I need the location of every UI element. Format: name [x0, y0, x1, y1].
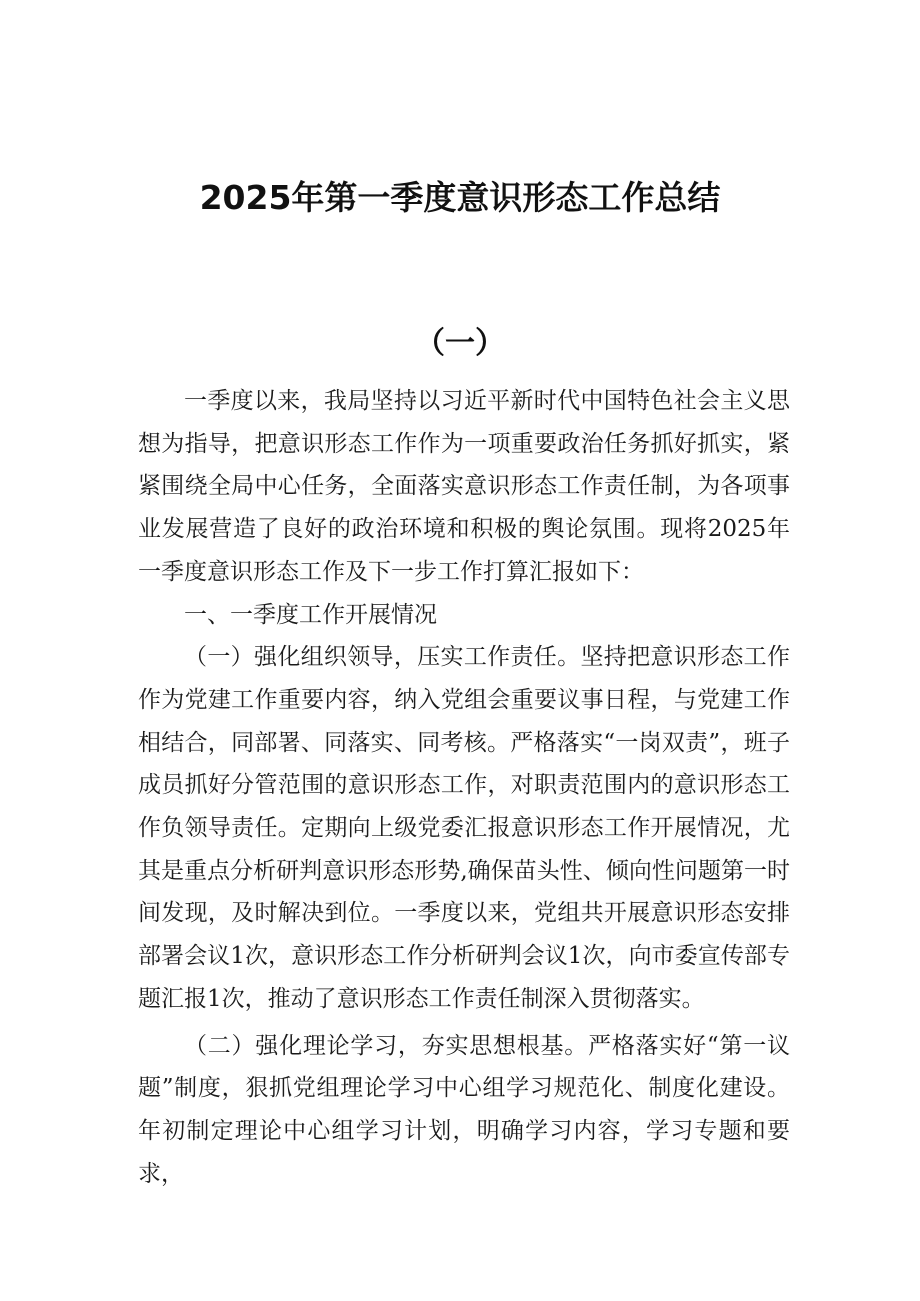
document-body	[138, 380, 790, 1195]
paragraph-intro: 一季度以来，我局坚持以习近平新时代中国特色社会主义思想为指导，把意识形态工作作为一项重要政治任务抓好抓实，紧紧围绕全局中心任务，全面落实意识形态工作责任制，为各项事业发展营造了良好的政治环境和积极的舆论氛围。现将2025年一季度意识形态工作及下一步工作打算汇报如下：	[138, 388, 790, 585]
paragraph-theory-study: （二）强化理论学习，夯实思想根基。严格落实好“第一议题”制度，狠抓党组理论学习中心组学习规范化、制度化建设。年初制定理论中心组学习计划，明确学习内容，学习专题和要求，	[138, 1032, 790, 1187]
document-title: 2025年第一季度意识形态工作总结	[199, 178, 721, 217]
heading-work-status: 一、一季度工作开展情况	[184, 601, 437, 628]
section-number: （一）	[415, 326, 505, 361]
paragraph-organization-leadership: （一）强化组织领导，压实工作责任。坚持把意识形态工作作为党建工作重要内容，纳入党组会重要议事日程，与党建工作相结合，同部署、同落实、同考核。严格落实“一岗双责”，班子成员抓好分管范围的意识形态工作，对职责范围内的意识形态工作负领导责任。定期向上级党委汇报意识形态工作开展情况，尤其是重点分析研判意识形态形势,确保苗头性、倾向性问题第一时间发现，及时解决到位。一季度以来，党组共开展意识形态安排部署会议1次，意识形态工作分析研判会议1次，向市委宣传部专题汇报1次，推动了意识形态工作责任制深入贯彻落实。	[138, 644, 790, 1012]
